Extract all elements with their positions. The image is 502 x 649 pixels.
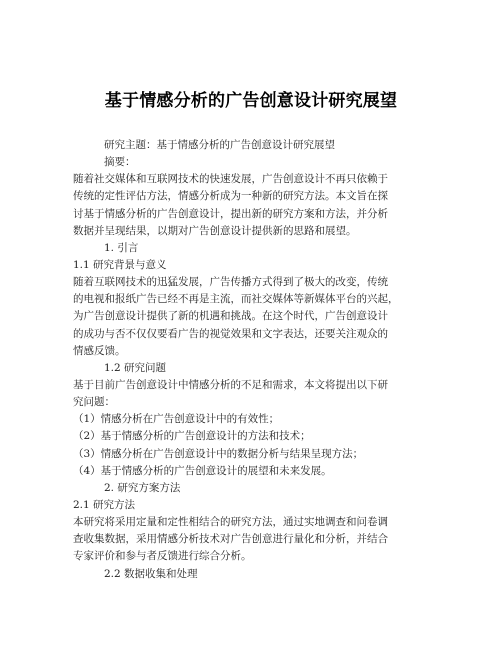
text-line: 的电视和报纸广告已经不再是主流，而社交媒体等新媒体平台的兴起， [73,293,399,306]
text-line: 为广告创意设计提供了新的机遇和挑战。在这个时代，广告创意设计 [73,310,388,323]
text-line: 查收集数据，采用情感分析技术对广告创意进行量化和分析，并结合 [73,533,388,546]
document-title: 基于情感分析的广告创意设计研究展望 [104,91,398,111]
text-line: （3）情感分析在广告创意设计中的数据分析与结果呈现方法； [73,447,364,460]
text-line: 传统的定性评估方法，情感分析成为一种新的研究方法。本文旨在探 [73,190,388,203]
text-line: 1.2 研究问题 [104,361,167,374]
text-line: （4）基于情感分析的广告创意设计的展望和未来发展。 [73,464,332,477]
text-line: （1）情感分析在广告创意设计中的有效性； [73,413,280,426]
text-line: 随着社交媒体和互联网技术的快速发展，广告创意设计不再只依赖于 [73,173,388,186]
text-line: 2. 研究方案方法 [104,481,181,494]
text-line: 2.2 数据收集和处理 [104,567,198,580]
text-line: 本研究将采用定量和定性相结合的研究方法，通过实地调查和问卷调 [73,516,388,529]
text-line: 究问题： [73,396,115,409]
text-line: 1. 引言 [104,241,139,254]
text-line: 数据并呈现结果，以期对广告创意设计提供新的思路和展望。 [73,224,357,237]
text-line: 的成功与否不仅仅要看广告的视觉效果和文字表达，还要关注观众的 [73,327,388,340]
text-line: 摘要： [104,156,136,169]
text-line: 2.1 研究方法 [73,498,136,511]
text-line: 研究主题：基于情感分析的广告创意设计研究展望 [104,139,335,151]
text-line: 讨基于情感分析的广告创意设计，提出新的研究方案和方法，并分析 [73,207,388,220]
text-line: 情感反馈。 [73,344,126,357]
text-line: 1.1 研究背景与意义 [73,258,167,271]
document-body [73,137,433,583]
text-line: 基于目前广告创意设计中情感分析的不足和需求，本文将提出以下研 [73,378,388,391]
text-line: 专家评价和参与者反馈进行综合分析。 [73,550,252,563]
text-line: （2）基于情感分析的广告创意设计的方法和技术； [73,430,311,443]
text-line: 随着互联网技术的迅猛发展，广告传播方式得到了极大的改变，传统 [73,276,388,289]
